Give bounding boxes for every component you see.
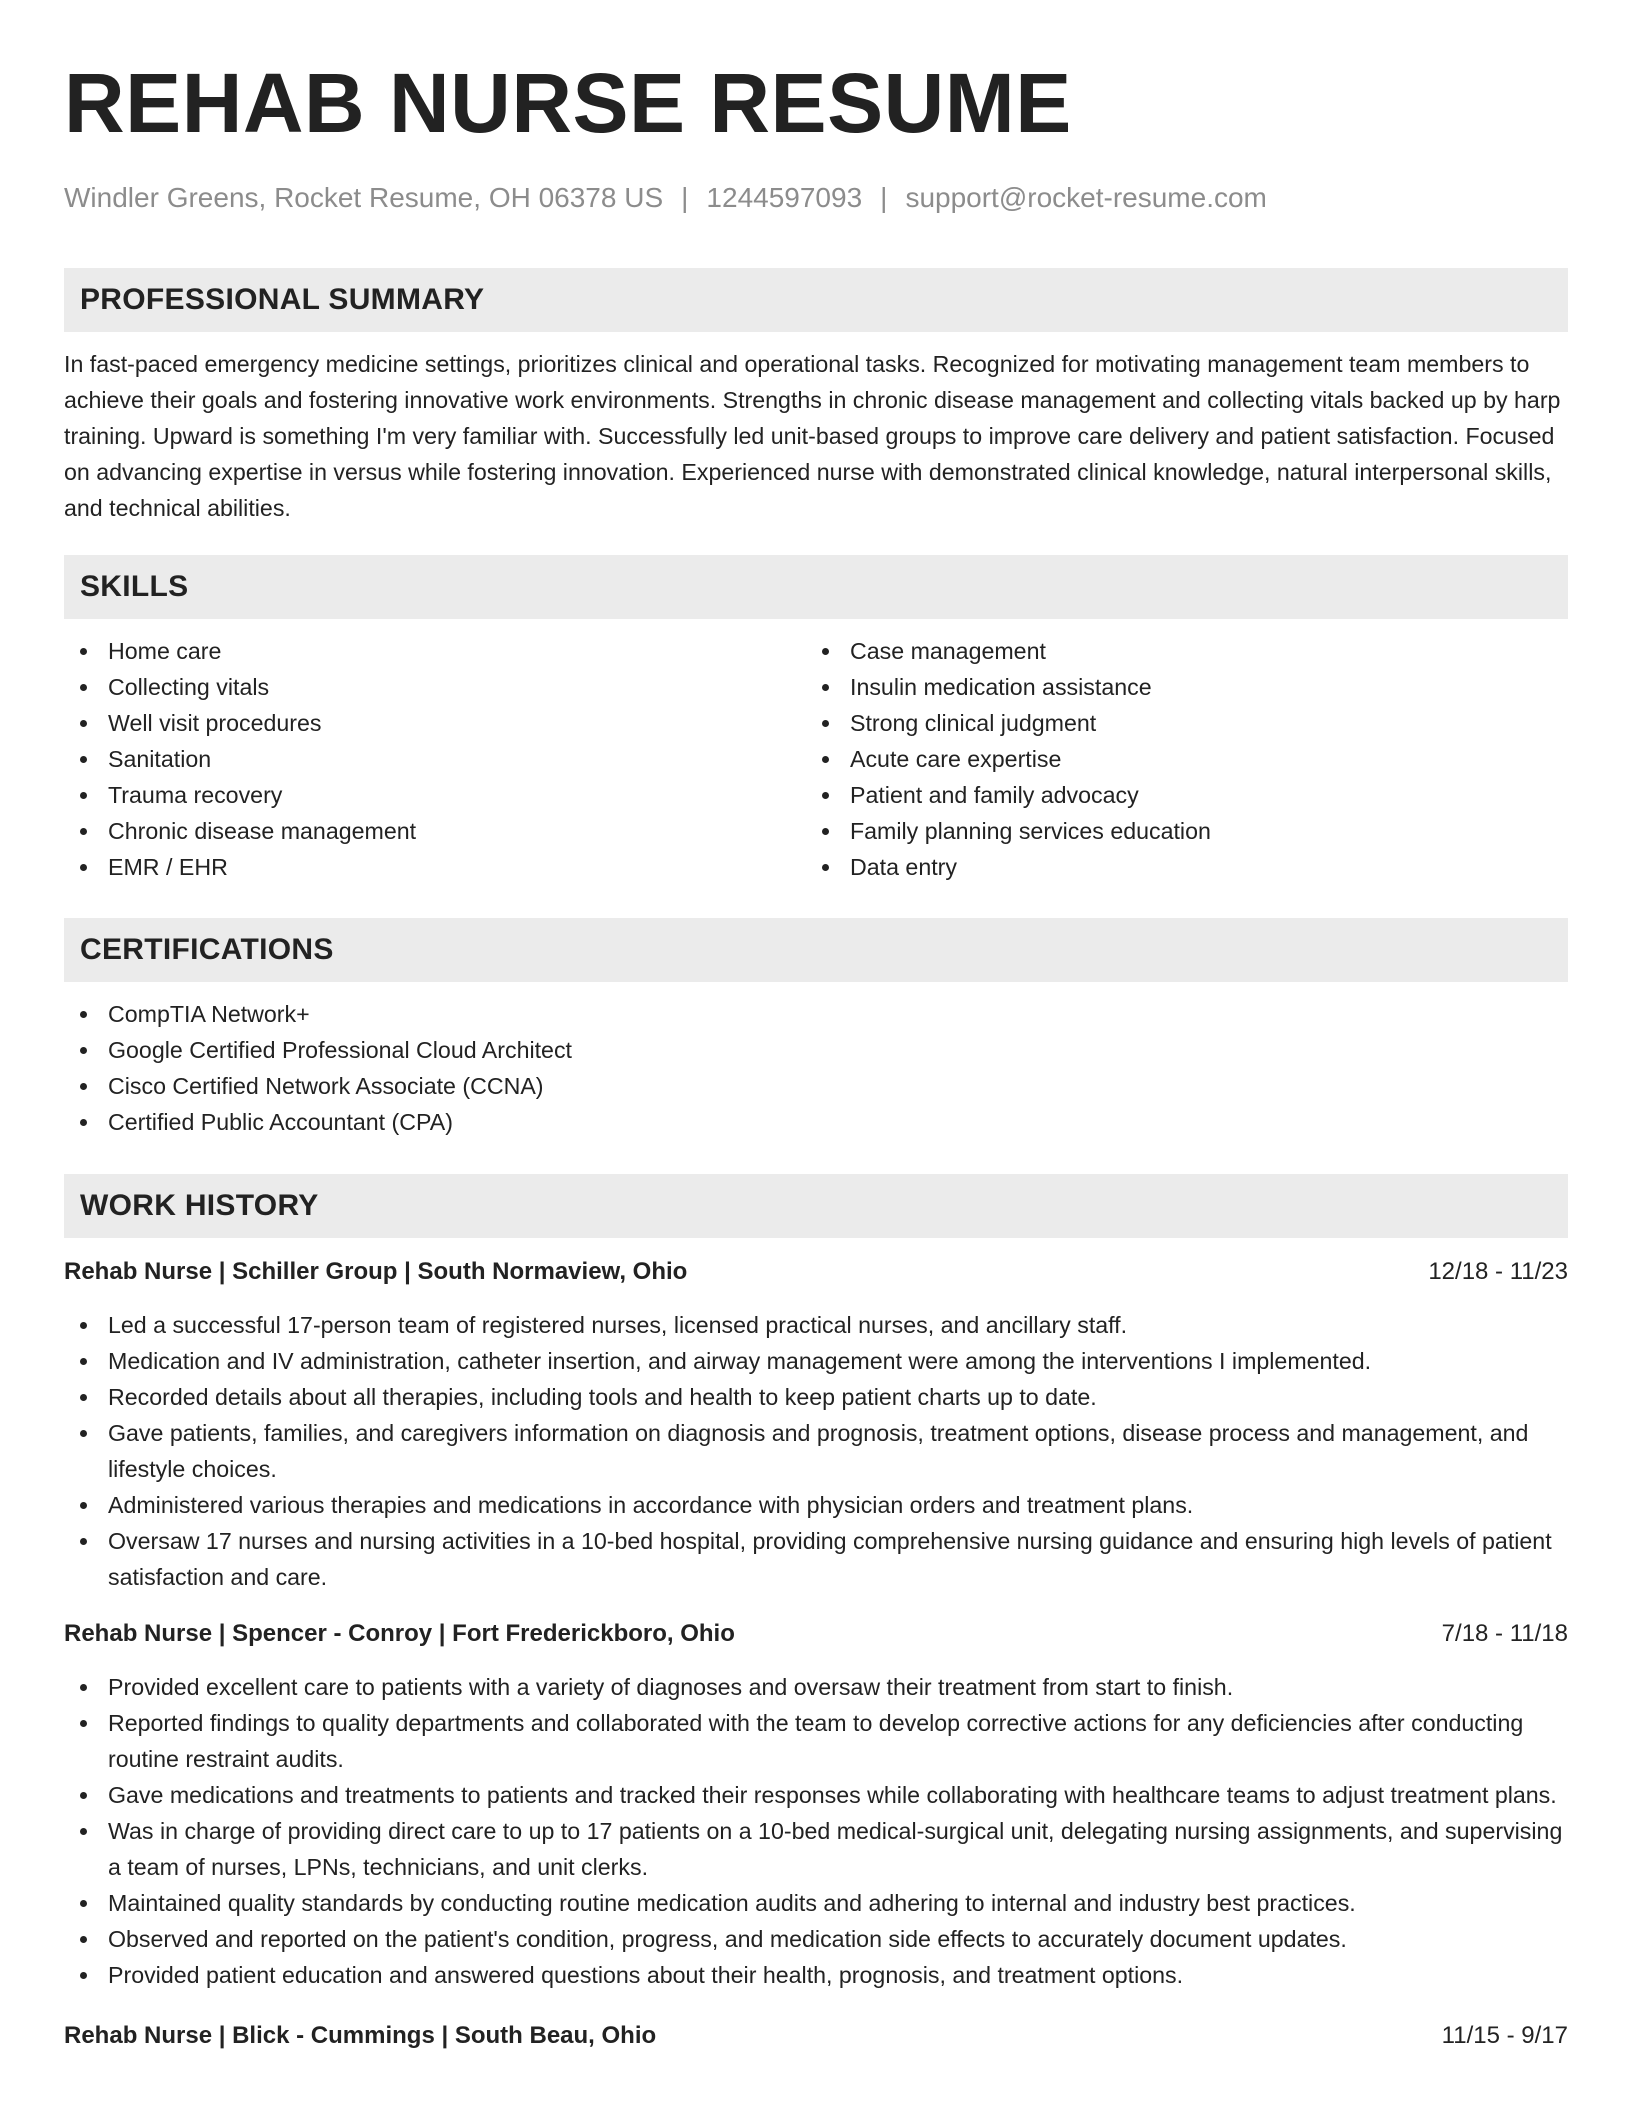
skill-item: Family planning services education (806, 813, 1548, 849)
skill-item: Well visit procedures (64, 705, 806, 741)
job-bullet: Gave patients, families, and caregivers information on diagnosis and prognosis, treatment options, disease process and management, and lifestyle choices. (64, 1415, 1568, 1487)
job-bullet-list (64, 1307, 1568, 1595)
skills-section-title: SKILLS (80, 570, 189, 603)
skills-grid (64, 633, 1568, 885)
certification-item: Certified Public Accountant (CPA) (64, 1104, 1568, 1140)
certification-item: Google Certified Professional Cloud Architect (64, 1032, 1568, 1068)
skill-item: Chronic disease management (64, 813, 806, 849)
job-header (64, 1617, 1568, 1651)
contact-separator: | (681, 182, 689, 213)
contact-phone: 1244597093 (706, 182, 863, 213)
job-entry (64, 2019, 1568, 2053)
skill-item: Strong clinical judgment (806, 705, 1548, 741)
skill-item: Trauma recovery (64, 777, 806, 813)
job-bullet: Administered various therapies and medications in accordance with physician orders and treatment plans. (64, 1487, 1568, 1523)
job-title: Rehab Nurse | Schiller Group | South Normaview, Ohio (64, 1258, 688, 1285)
job-bullet: Provided excellent care to patients with a variety of diagnoses and oversaw their treatment from start to finish. (64, 1669, 1568, 1705)
job-dates: 7/18 - 11/18 (1441, 1620, 1568, 1647)
certifications-list (64, 996, 1568, 1140)
skill-item: Patient and family advocacy (806, 777, 1548, 813)
work-section-header (64, 1174, 1568, 1238)
certification-item: Cisco Certified Network Associate (CCNA) (64, 1068, 1568, 1104)
job-header (64, 1255, 1568, 1289)
contact-email: support@rocket-resume.com (905, 182, 1267, 213)
work-section-title: WORK HISTORY (80, 1189, 319, 1222)
skill-item: Insulin medication assistance (806, 669, 1548, 705)
job-bullet: Gave medications and treatments to patients and tracked their responses while collaborating with healthcare teams to adjust treatment plans. (64, 1777, 1568, 1813)
skills-left-column (64, 633, 806, 885)
skill-item: Home care (64, 633, 806, 669)
job-bullet: Was in charge of providing direct care to up to 17 patients on a 10-bed medical-surgical unit, delegating nursing assignments, and supervising a team of nurses, LPNs, technicians, and unit clerks. (64, 1813, 1568, 1885)
job-bullet: Maintained quality standards by conducting routine medication audits and adhering to internal and industry best practices. (64, 1885, 1568, 1921)
job-title: Rehab Nurse | Blick - Cummings | South Beau, Ohio (64, 2022, 657, 2049)
job-bullet-list (64, 1669, 1568, 1993)
summary-section-header (64, 268, 1568, 332)
job-bullet: Led a successful 17-person team of registered nurses, licensed practical nurses, and ancillary staff. (64, 1307, 1568, 1343)
contact-line (64, 182, 1568, 214)
skill-item: Data entry (806, 849, 1548, 885)
job-bullet: Observed and reported on the patient's condition, progress, and medication side effects to accurately document updates. (64, 1921, 1568, 1957)
job-dates: 11/15 - 9/17 (1441, 2022, 1568, 2049)
summary-section-title: PROFESSIONAL SUMMARY (80, 283, 485, 316)
job-entry (64, 1617, 1568, 1993)
skill-item: Collecting vitals (64, 669, 806, 705)
skills-right-column (806, 633, 1548, 885)
job-title: Rehab Nurse | Spencer - Conroy | Fort Frederickboro, Ohio (64, 1620, 735, 1647)
contact-address: Windler Greens, Rocket Resume, OH 06378 US (64, 182, 664, 213)
certifications-section-title: CERTIFICATIONS (80, 933, 334, 966)
job-header (64, 2019, 1568, 2053)
skills-section-header (64, 555, 1568, 619)
job-dates: 12/18 - 11/23 (1428, 1258, 1568, 1285)
job-bullet: Recorded details about all therapies, including tools and health to keep patient charts up to date. (64, 1379, 1568, 1415)
summary-text: In fast-paced emergency medicine settings, prioritizes clinical and operational tasks. Recognized for motivating management team members to achieve their goals and fostering innovative work environments. Strengths in chronic disease management and collecting vitals backed up by harp training. Upward is something I'm very familiar with. Successfully led unit-based groups to improve care delivery and patient satisfaction. Focused on advancing expertise in versus while fostering innovation. Experienced nurse with demonstrated clinical knowledge, natural interpersonal skills, and technical abilities. (64, 351, 1561, 521)
contact-separator: | (880, 182, 888, 213)
skill-item: EMR / EHR (64, 849, 806, 885)
skill-item: Case management (806, 633, 1548, 669)
job-bullet: Oversaw 17 nurses and nursing activities in a 10-bed hospital, providing comprehensive nursing guidance and ensuring high levels of patient satisfaction and care. (64, 1523, 1568, 1595)
job-bullet: Reported findings to quality departments and collaborated with the team to develop corrective actions for any deficiencies after conducting routine restraint audits. (64, 1705, 1568, 1777)
job-entry (64, 1255, 1568, 1595)
skill-item: Sanitation (64, 741, 806, 777)
resume-title: REHAB NURSE RESUME (64, 56, 1072, 150)
job-bullet: Medication and IV administration, catheter insertion, and airway management were among the interventions I implemented. (64, 1343, 1568, 1379)
skill-item: Acute care expertise (806, 741, 1548, 777)
certifications-section-header (64, 918, 1568, 982)
certification-item: CompTIA Network+ (64, 996, 1568, 1032)
job-bullet: Provided patient education and answered questions about their health, prognosis, and treatment options. (64, 1957, 1568, 1993)
